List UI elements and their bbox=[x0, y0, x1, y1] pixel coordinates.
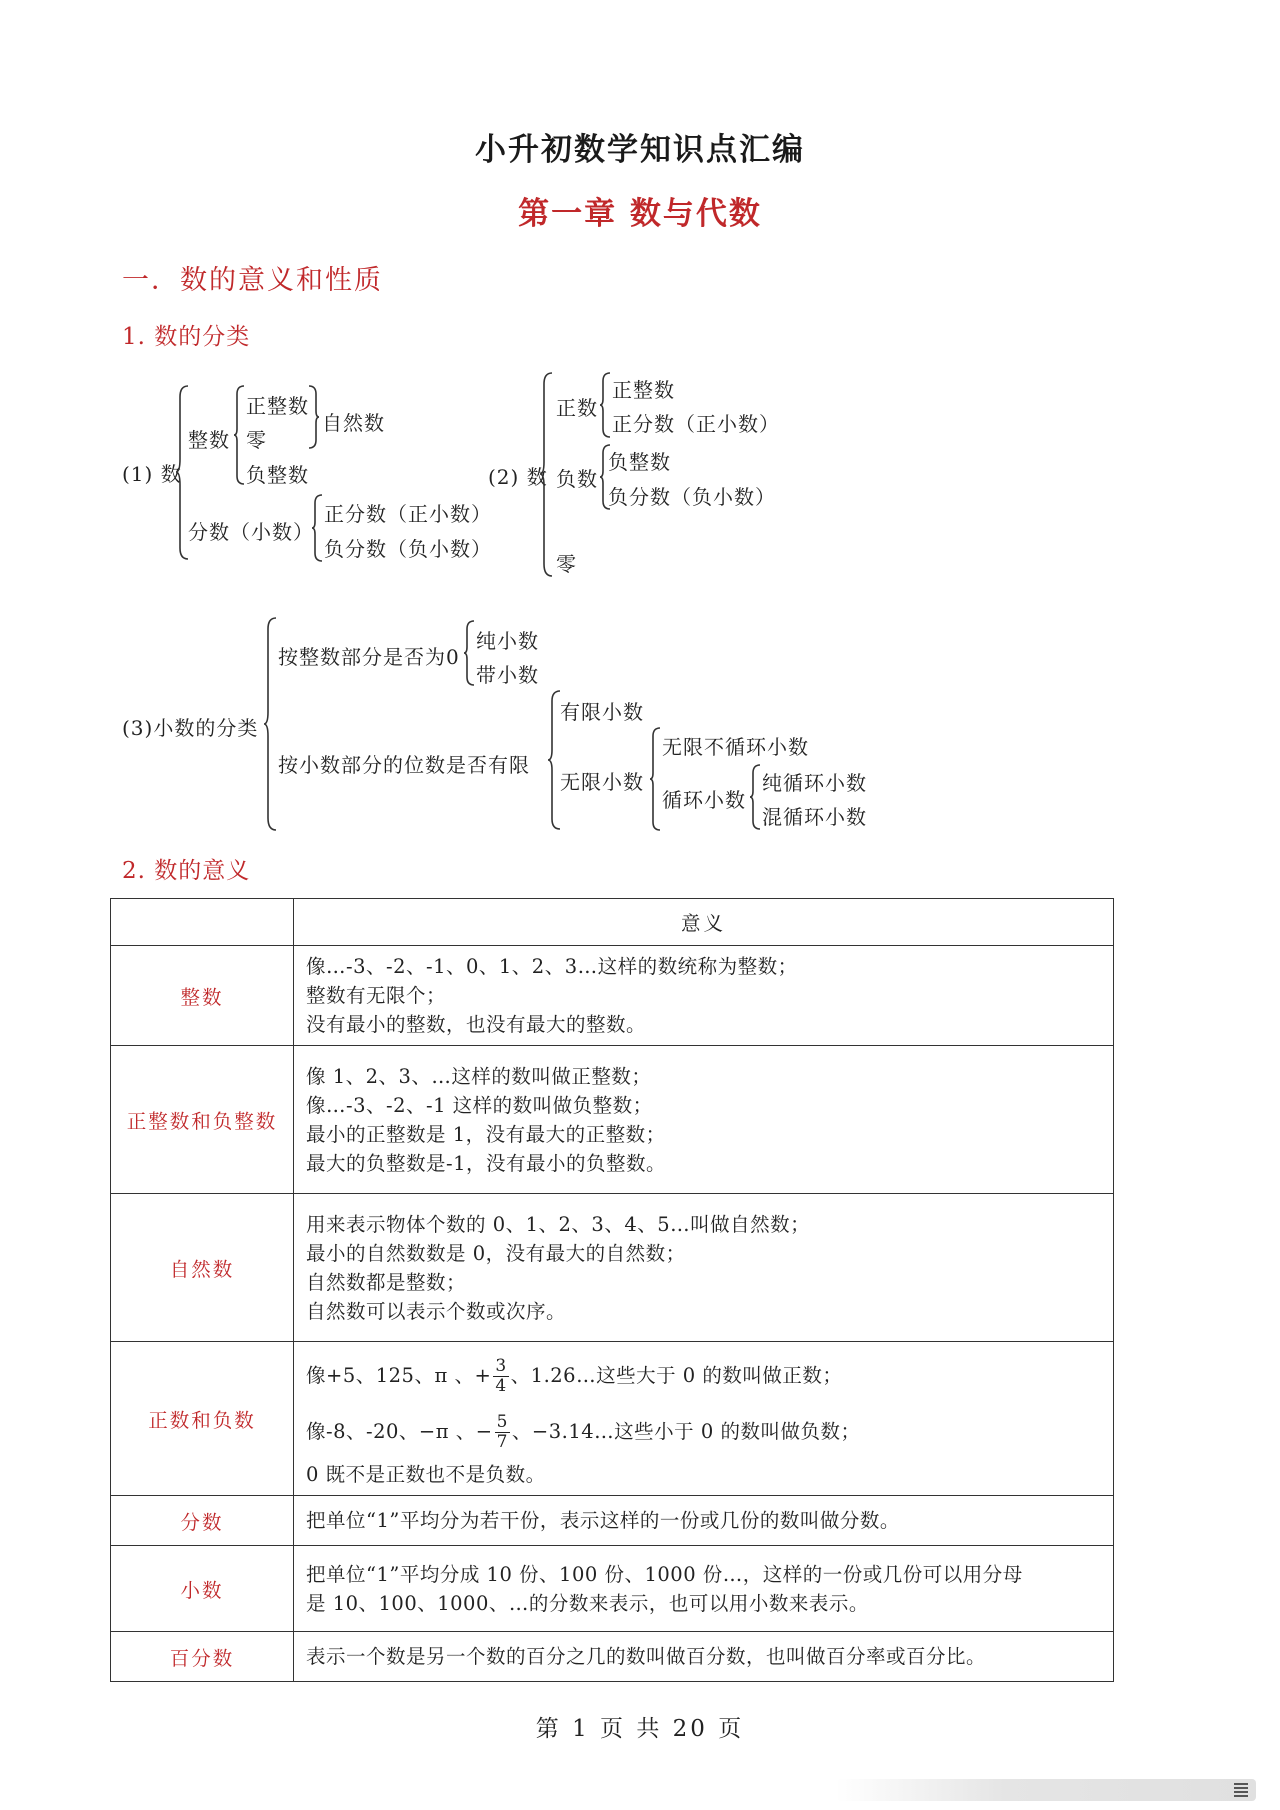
class3-nonrepeating: 无限不循环小数 bbox=[662, 735, 809, 759]
table-row bbox=[111, 1046, 1114, 1194]
class1-positive-integer: 正整数 bbox=[246, 394, 309, 418]
class1-zero: 零 bbox=[246, 428, 267, 452]
table-header-empty bbox=[111, 899, 294, 946]
class3-repeating: 循环小数 bbox=[662, 788, 746, 812]
chapter-title: 第一章 数与代数 bbox=[518, 196, 762, 232]
table-row bbox=[111, 1546, 1114, 1632]
page-footer: 第 1 页 共 20 页 bbox=[535, 1716, 745, 1742]
subsection-heading-classification: 1. 数的分类 bbox=[122, 324, 251, 350]
description-cell: 把单位“1”平均分为若干份，表示这样的一份或几份的数叫做分数。 bbox=[294, 1496, 1114, 1546]
brace-icon bbox=[600, 372, 612, 438]
term-cell: 整数 bbox=[111, 946, 294, 1046]
class3-infinite-decimal: 无限小数 bbox=[560, 770, 644, 794]
table-row bbox=[111, 1342, 1114, 1496]
description-cell: 用来表示物体个数的 0、1、2、3、4、5…叫做自然数； 最小的自然数数是 0，没有最大的自然数； 自然数都是整数； 自然数可以表示个数或次序。 bbox=[294, 1194, 1114, 1342]
table-row bbox=[111, 1496, 1114, 1546]
brace-icon bbox=[540, 372, 554, 577]
description-cell: 把单位“1”平均分成 10 份、100 份、1000 份…，这样的一份或几份可以用分母 是 10、100、1000、…的分数来表示，也可以用小数来表示。 bbox=[294, 1546, 1114, 1632]
table-row bbox=[111, 1632, 1114, 1682]
brace-icon bbox=[650, 727, 662, 831]
class2-zero: 零 bbox=[556, 552, 577, 576]
description-cell: 像…-3、-2、-1、0、1、2、3…这样的数统称为整数； 整数有无限个； 没有最小的整数，也没有最大的整数。 bbox=[294, 946, 1114, 1046]
class2-positive-integer: 正整数 bbox=[612, 378, 675, 402]
description-cell: 像 1、2、3、…这样的数叫做正整数； 像…-3、-2、-1 这样的数叫做负整数； 最小的正整数是 1，没有最大的正整数； 最大的负整数是-1，没有最小的负整数。 bbox=[294, 1046, 1114, 1194]
brace-icon bbox=[750, 764, 762, 830]
subsection-heading-meaning: 2. 数的意义 bbox=[122, 858, 251, 884]
class1-negative-integer: 负整数 bbox=[246, 463, 309, 487]
table-header-meaning: 意义 bbox=[294, 899, 1114, 946]
brace-icon bbox=[312, 494, 324, 562]
class3-mixed-repeating: 混循环小数 bbox=[762, 805, 867, 829]
number-meaning-table bbox=[110, 898, 1114, 1682]
class2-positive: 正数 bbox=[556, 396, 598, 420]
class3-finite-decimal: 有限小数 bbox=[560, 700, 644, 724]
term-cell: 正整数和负整数 bbox=[111, 1046, 294, 1194]
term-cell: 小数 bbox=[111, 1546, 294, 1632]
class3-by-decimal-digits: 按小数部分的位数是否有限 bbox=[278, 753, 530, 777]
class3-pure-decimal: 纯小数 bbox=[476, 629, 539, 653]
section-heading: 一．数的意义和性质 bbox=[122, 265, 383, 296]
class2-negative: 负数 bbox=[556, 467, 598, 491]
description-cell: 像+5、125、π 、+ $\frac{3}{4}$ 、1.26…这些大于 0 的数叫做正数； 像-8、-20、−π 、− $\frac{5}{7}$ 、−3.14…这些小于 0 的数叫做负数； 0 既不是正数也不是负数。 bbox=[294, 1342, 1114, 1496]
scroll-grip-icon[interactable] bbox=[1234, 1783, 1248, 1797]
class2-root: (2) 数 bbox=[488, 465, 548, 489]
table-row bbox=[111, 1194, 1114, 1342]
class2-positive-fraction: 正分数（正小数） bbox=[612, 412, 780, 436]
brace-icon bbox=[234, 385, 246, 485]
term-cell: 分数 bbox=[111, 1496, 294, 1546]
term-cell: 自然数 bbox=[111, 1194, 294, 1342]
class3-mixed-decimal: 带小数 bbox=[476, 663, 539, 687]
class3-root: (3)小数的分类 bbox=[122, 716, 259, 740]
class3-pure-repeating: 纯循环小数 bbox=[762, 771, 867, 795]
class1-negative-fraction: 负分数（负小数） bbox=[324, 537, 492, 561]
brace-icon bbox=[464, 620, 476, 686]
fraction: $\frac{5}{7}$ bbox=[496, 1412, 508, 1452]
term-cell: 百分数 bbox=[111, 1632, 294, 1682]
term-cell: 正数和负数 bbox=[111, 1342, 294, 1496]
fraction: $\frac{3}{4}$ bbox=[495, 1356, 507, 1396]
horizontal-scrollbar[interactable] bbox=[836, 1779, 1256, 1801]
class2-negative-integer: 负整数 bbox=[608, 450, 671, 474]
table-header-row bbox=[111, 899, 1114, 946]
class1-integer: 整数 bbox=[188, 428, 230, 452]
class1-natural-number: 自然数 bbox=[322, 411, 385, 435]
brace-right-icon bbox=[308, 385, 320, 449]
table-row bbox=[111, 946, 1114, 1046]
document-title: 小升初数学知识点汇编 bbox=[475, 132, 805, 168]
description-cell: 表示一个数是另一个数的百分之几的数叫做百分数，也叫做百分率或百分比。 bbox=[294, 1632, 1114, 1682]
brace-icon bbox=[264, 617, 278, 831]
class1-root: (1) 数 bbox=[122, 462, 182, 486]
class3-by-integer-part: 按整数部分是否为0 bbox=[278, 645, 460, 669]
class1-positive-fraction: 正分数（正小数） bbox=[324, 502, 492, 526]
class2-negative-fraction: 负分数（负小数） bbox=[608, 485, 776, 509]
class1-fraction: 分数（小数） bbox=[188, 520, 314, 544]
